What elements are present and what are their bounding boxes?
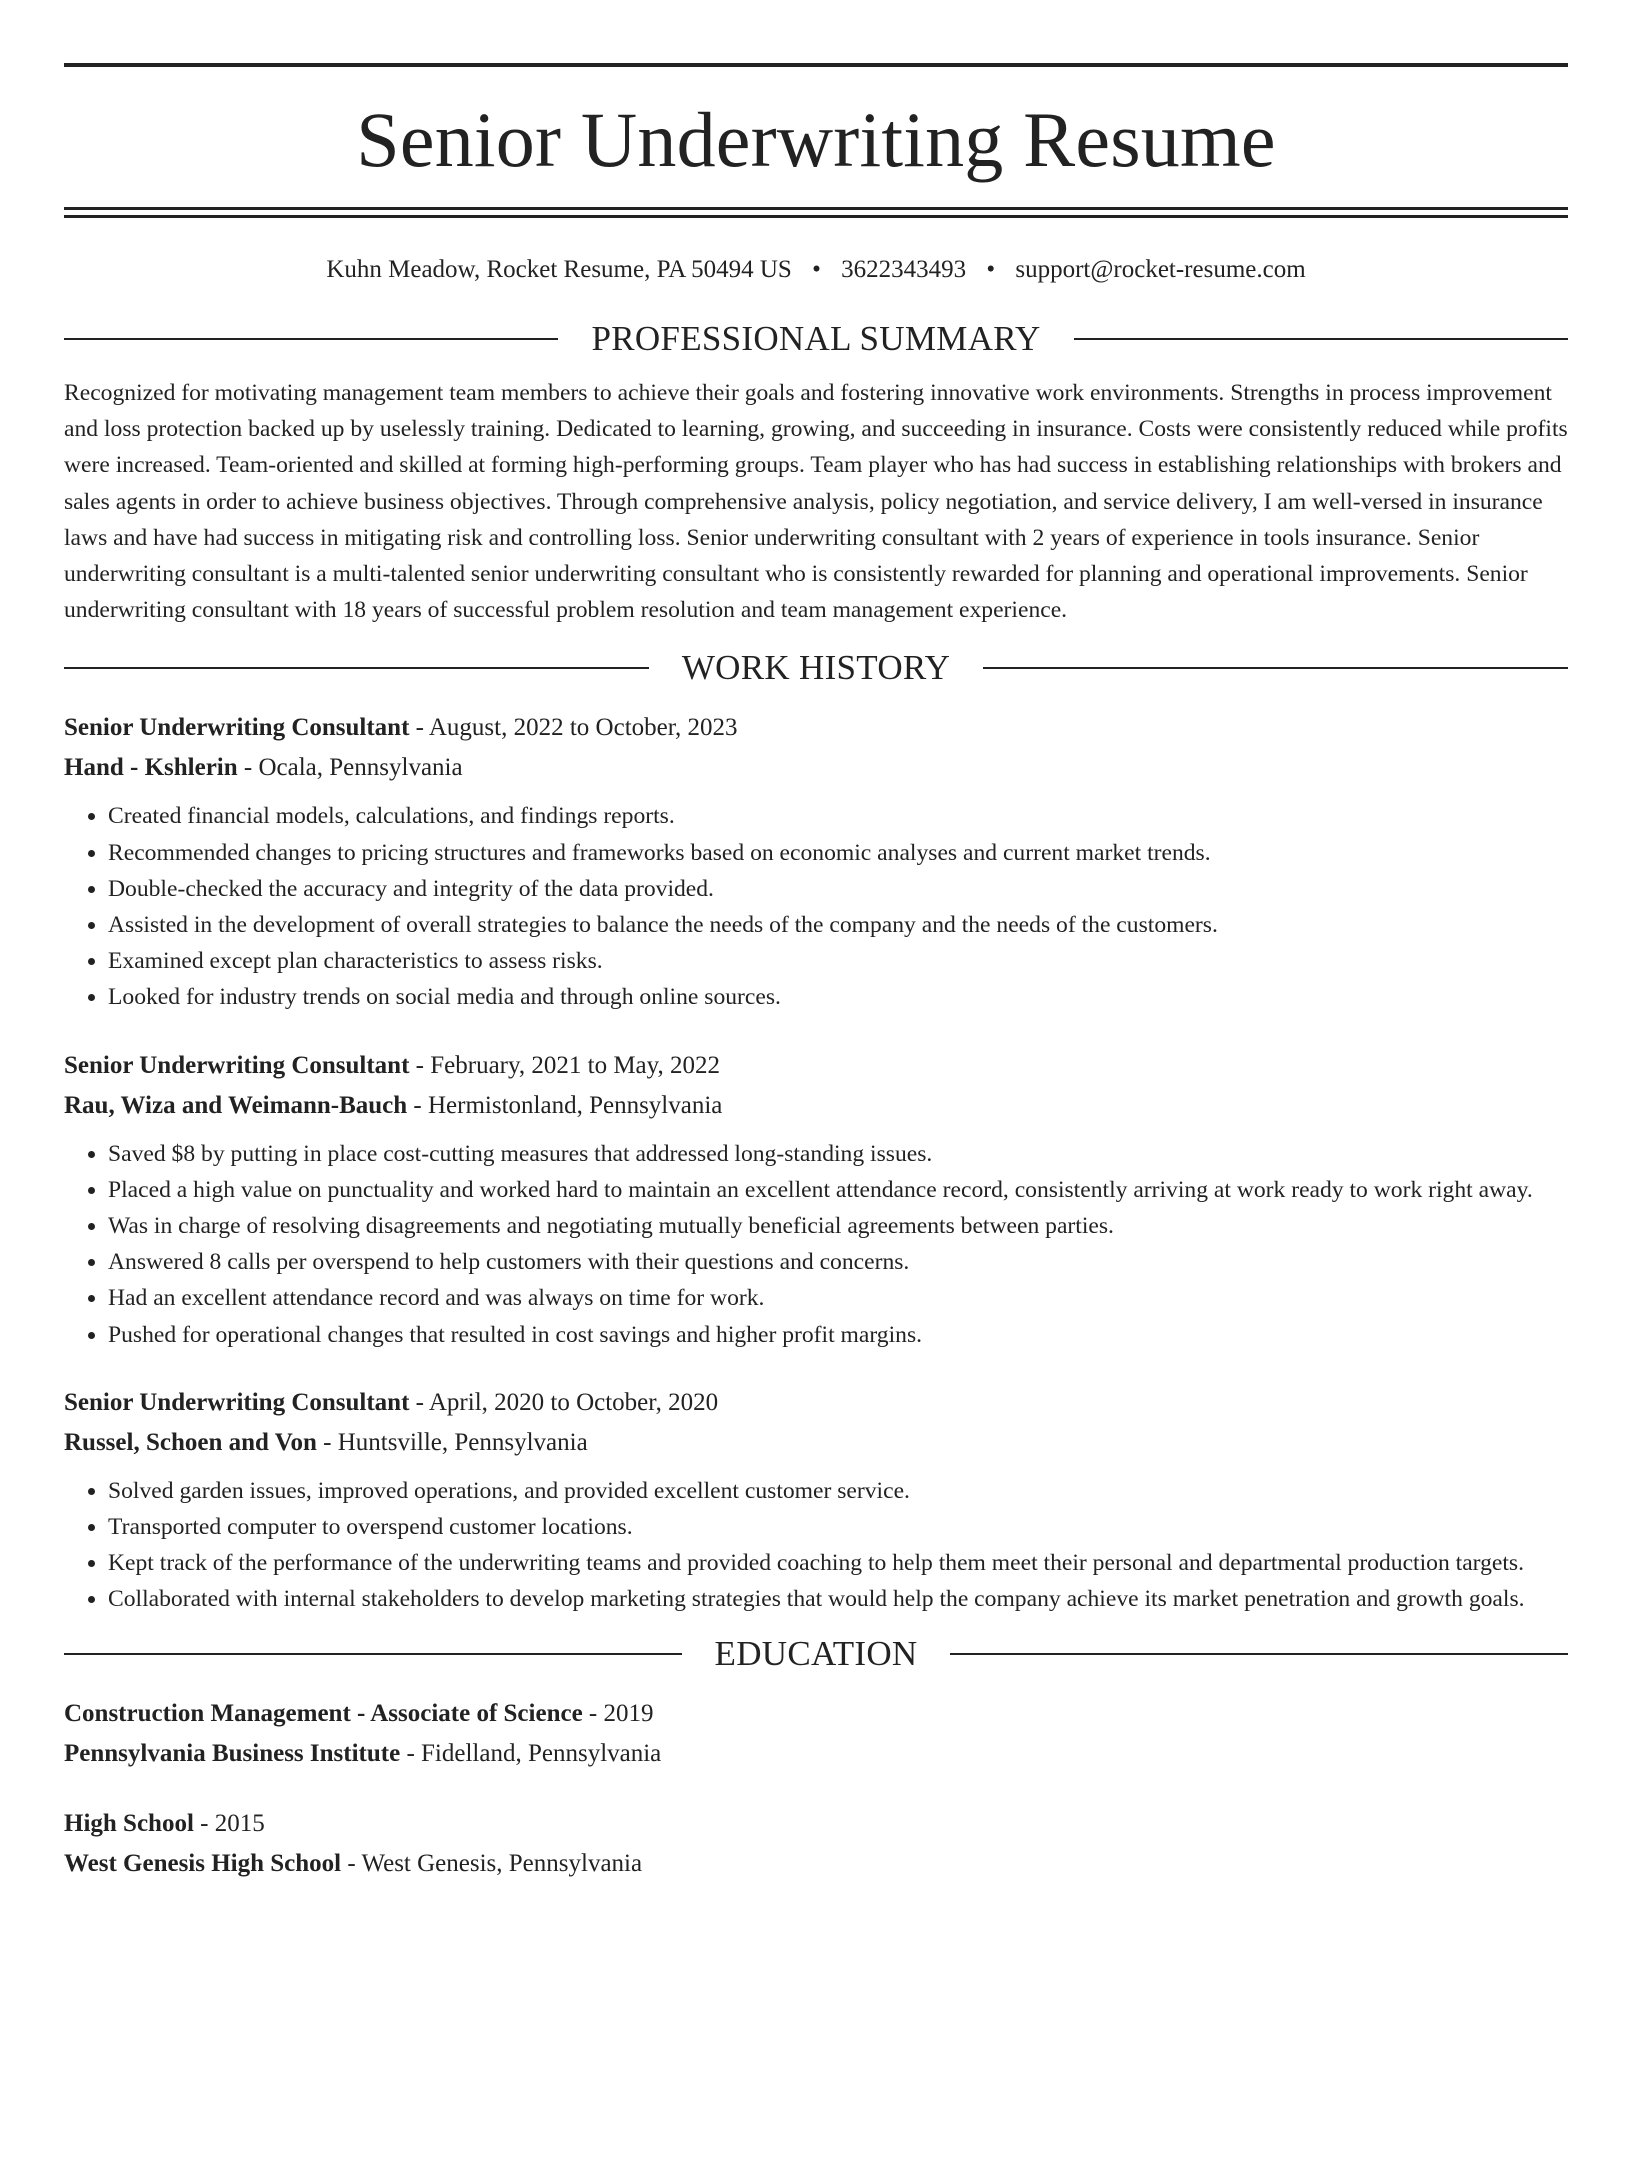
section-rule-left [64,338,558,340]
job-company: Rau, Wiza and Weimann-Bauch [64,1091,408,1119]
job-location: - Huntsville, Pennsylvania [316,1428,588,1456]
education-school-line [64,1844,1568,1884]
job-entry [64,1383,1568,1618]
job-bullet: • Assisted in the development of overall strategies to balance the needs of the company and the needs of the customers. [108,907,1568,943]
job-bullets [64,1136,1568,1353]
education-heading: EDUCATION [714,1633,918,1673]
job-dates: - August, 2022 to October, 2023 [409,714,738,742]
education-degree-line [64,1694,1568,1734]
job-bullet: • Answered 8 calls per overspend to help customers with their questions and concerns. [108,1244,1568,1280]
resume-title: Senior Underwriting Resume [356,96,1276,183]
contact-separator: • [986,256,996,283]
job-company-line [64,748,1568,788]
job-bullet: • Was in charge of resolving disagreements and negotiating mutually beneficial agreements between parties. [108,1208,1568,1244]
job-entry [64,708,1568,1015]
section-rule-right [983,667,1568,669]
education-location: - West Genesis, Pennsylvania [341,1849,643,1877]
education-school: Pennsylvania Business Institute [64,1739,401,1767]
job-bullet: • Examined except plan characteristics to assess risks. [108,943,1568,979]
contact-line [64,252,1568,288]
education-entry [64,1694,1568,1774]
section-rule-left [64,1653,682,1655]
top-rule [64,63,1568,67]
job-title: Senior Underwriting Consultant [64,1051,410,1079]
education-degree: High School [64,1809,194,1837]
job-dates: - April, 2020 to October, 2020 [409,1388,719,1416]
job-company: Hand - Kshlerin [64,754,238,782]
section-rule-left [64,667,649,669]
job-bullets [64,1473,1568,1618]
work-heading: WORK HISTORY [681,648,951,688]
job-title-line [64,708,1568,748]
education-location: - Fidelland, Pennsylvania [400,1739,662,1767]
job-company-line [64,1423,1568,1463]
contact-phone: 3622343493 [841,256,967,283]
summary-heading: PROFESSIONAL SUMMARY [591,319,1041,358]
job-bullet: • Transported computer to overspend customer locations. [108,1509,1568,1545]
job-title-line [64,1383,1568,1423]
section-rule-right [1074,338,1568,340]
education-entry [64,1804,1568,1884]
job-bullet: • Kept track of the performance of the underwriting teams and provided coaching to help them meet their personal and departmental production targets. [108,1545,1568,1581]
job-location: - Ocala, Pennsylvania [237,754,463,782]
job-location: - Hermistonland, Pennsylvania [407,1091,723,1119]
contact-email: support@rocket-resume.com [1015,256,1306,283]
job-entry [64,1046,1568,1353]
job-bullet: • Had an excellent attendance record and was always on time for work. [108,1280,1568,1316]
job-title: Senior Underwriting Consultant [64,1388,410,1416]
job-title-line [64,1046,1568,1086]
job-bullet: • Saved $8 by putting in place cost-cutting measures that addressed long-standing issues. [108,1136,1568,1172]
summary-text: Recognized for motivating management team members to achieve their goals and fostering innovative work environments. Strengths in process improvement and loss protection backed up by uselessly training. Dedicated to learning, growing, and succeeding in insurance. Costs were consistently reduced while profits were increased. Team-oriented and skilled at forming high-performing groups. Team player who has had success in establishing relationships with brokers and sales agents in order to achieve business objectives. Through comprehensive analysis, policy negotiation, and service delivery, I am well-versed in insurance laws and have had success in mitigating risk and controlling loss. Senior underwriting consultant with 2 years of experience in tools insurance. Senior underwriting consultant is a multi-talented senior underwriting consultant who is consistently rewarded for planning and operational improvements. Senior underwriting consultant with 18 years of successful problem resolution and team management experience. [64,380,1568,624]
job-bullet: • Looked for industry trends on social media and through online sources. [108,979,1568,1015]
job-bullet: • Pushed for operational changes that resulted in cost savings and higher profit margins. [108,1317,1568,1353]
job-bullet: • Solved garden issues, improved operations, and provided excellent customer service. [108,1473,1568,1509]
job-company: Russel, Schoen and Von [64,1428,317,1456]
resume-page [64,63,1568,1884]
job-bullet: • Collaborated with internal stakeholders to develop marketing strategies that would help the company achieve its market penetration and growth goals. [108,1581,1568,1617]
education-degree: Construction Management - Associate of Science [64,1699,583,1727]
job-company-line [64,1086,1568,1126]
job-bullet: • Double-checked the accuracy and integrity of the data provided. [108,871,1568,907]
job-dates: - February, 2021 to May, 2022 [409,1051,721,1079]
contact-address: Kuhn Meadow, Rocket Resume, PA 50494 US [326,256,792,283]
job-bullet: • Recommended changes to pricing structures and frameworks based on economic analyses and current market trends. [108,835,1568,871]
education-year: - 2015 [193,1809,265,1837]
contact-separator: • [812,256,821,283]
work-section-header [64,646,1568,690]
education-school-line [64,1734,1568,1774]
summary-section-header [64,317,1568,361]
education-year: - 2019 [582,1699,654,1727]
education-school: West Genesis High School [64,1849,342,1877]
job-title: Senior Underwriting Consultant [64,714,410,742]
education-degree-line [64,1804,1568,1844]
education-section-header [64,1632,1568,1676]
job-bullets [64,798,1568,1015]
job-bullet: • Created financial models, calculations, and findings reports. [108,798,1568,834]
title-double-rule [64,207,1568,218]
section-rule-right [950,1653,1568,1655]
job-bullet: • Placed a high value on punctuality and worked hard to maintain an excellent attendance record, consistently arriving at work ready to work right away. [108,1172,1568,1208]
